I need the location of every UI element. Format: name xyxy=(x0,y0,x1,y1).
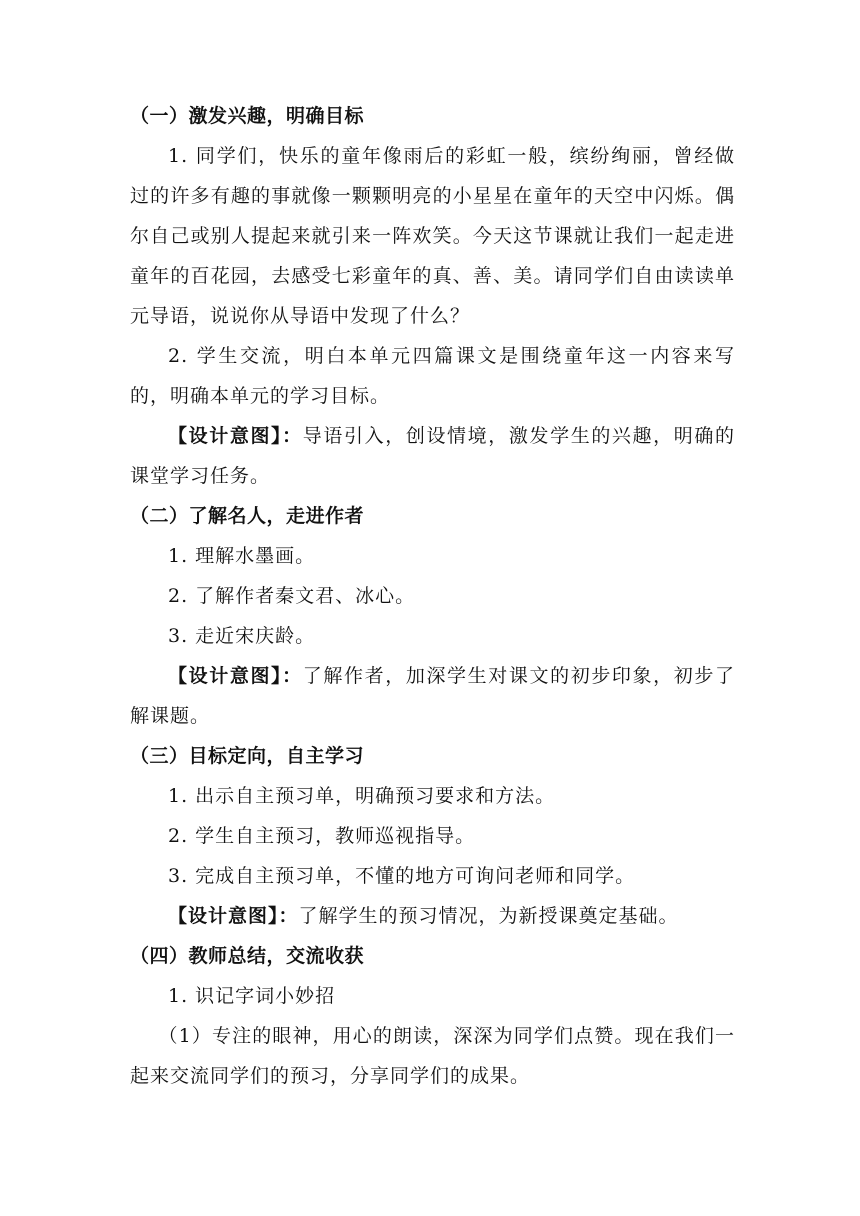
paragraph: 2. 学生自主预习，教师巡视指导。 xyxy=(168,825,476,847)
design-intent-note xyxy=(130,416,735,496)
design-intent-label: 【设计意图】： xyxy=(168,905,299,927)
section-heading-1: （一）激发兴趣，明确目标 xyxy=(130,105,365,127)
document-page xyxy=(130,96,735,1096)
design-intent-text: 了解学生的预习情况，为新授课奠定基础。 xyxy=(298,905,679,927)
design-intent-label: 【设计意图】： xyxy=(168,665,303,687)
design-intent-text: 导语引入，创设情境，激发学生的兴趣，明确的课堂学习任务。 xyxy=(130,425,735,487)
paragraph: 3. 完成自主预习单，不懂的地方可询问老师和同学。 xyxy=(168,865,636,887)
section-heading-3: （三）目标定向，自主学习 xyxy=(130,745,365,767)
paragraph: 1. 理解水墨画。 xyxy=(168,545,316,567)
section-heading-4: （四）教师总结，交流收获 xyxy=(130,945,365,967)
paragraph: 3. 走近宋庆龄。 xyxy=(168,625,316,647)
paragraph: 1. 同学们，快乐的童年像雨后的彩虹一般，缤纷绚丽，曾经做过的许多有趣的事就像一颗颗明亮的小星星在童年的天空中闪烁。偶尔自己或别人提起来就引来一阵欢笑。今天这节课就让我们一起走进童年的百花园，去感受七彩童年的真、善、美。请同学们自由读读单元导语，说说你从导语中发现了什么？ xyxy=(130,145,735,327)
design-intent-text: 了解作者，加深学生对课文的初步印象，初步了解课题。 xyxy=(130,665,735,727)
paragraph: 2. 了解作者秦文君、冰心。 xyxy=(168,585,416,607)
design-intent-note xyxy=(130,896,735,936)
paragraph: 1. 识记字词小妙招 xyxy=(168,985,336,1007)
sub-paragraph: （1）专注的眼神，用心的朗读，深深为同学们点赞。现在我们一起来交流同学们的预习，分享同学们的成果。 xyxy=(130,1025,735,1087)
paragraph: 1. 出示自主预习单，明确预习要求和方法。 xyxy=(168,785,556,807)
design-intent-note xyxy=(130,656,735,736)
section-heading-2: （二）了解名人，走进作者 xyxy=(130,505,365,527)
paragraph: 2. 学生交流，明白本单元四篇课文是围绕童年这一内容来写的，明确本单元的学习目标。 xyxy=(130,345,735,407)
design-intent-label: 【设计意图】： xyxy=(168,425,303,447)
